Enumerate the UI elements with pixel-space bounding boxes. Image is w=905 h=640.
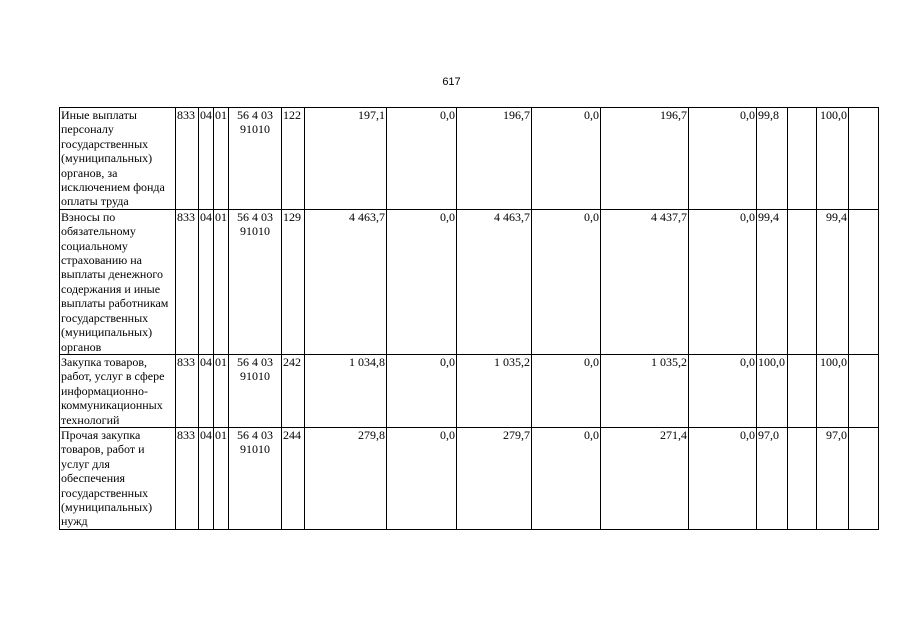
target-article-cell: 56 4 03 91010	[229, 108, 282, 210]
percent-cell-4	[849, 209, 879, 354]
subsection-code-cell: 01	[214, 108, 229, 210]
section-code-cell: 04	[199, 354, 214, 427]
subsection-code-cell: 01	[214, 209, 229, 354]
page-number	[0, 76, 905, 88]
grbs-code-cell: 833	[176, 108, 199, 210]
amount-cell-2: 0,0	[387, 427, 457, 529]
amount-cell-1: 1 034,8	[305, 354, 387, 427]
percent-cell-4	[849, 427, 879, 529]
table-row	[60, 209, 879, 354]
subsection-code-cell: 01	[214, 427, 229, 529]
percent-cell-4	[849, 354, 879, 427]
amount-cell-5: 196,7	[601, 108, 689, 210]
amount-cell-3: 1 035,2	[457, 354, 532, 427]
percent-cell-1: 97,0	[757, 427, 788, 529]
expense-name-cell: Иные выплаты персоналу государственных (муниципальных) органов, за исключением фонда оплаты труда	[60, 108, 176, 210]
table-row	[60, 354, 879, 427]
amount-cell-6: 0,0	[689, 108, 757, 210]
target-article-cell: 56 4 03 91010	[229, 427, 282, 529]
expense-name-cell: Взносы по обязательному социальному страхованию на выплаты денежного содержания и иные выплаты работникам государственных (муниципальных) органов	[60, 209, 176, 354]
percent-cell-3: 99,4	[817, 209, 849, 354]
amount-cell-4: 0,0	[532, 427, 601, 529]
expense-type-cell: 122	[282, 108, 305, 210]
percent-cell-1: 100,0	[757, 354, 788, 427]
table-row	[60, 427, 879, 529]
page-number-text: 617	[442, 76, 461, 88]
amount-cell-6: 0,0	[689, 209, 757, 354]
amount-cell-3: 196,7	[457, 108, 532, 210]
amount-cell-5: 1 035,2	[601, 354, 689, 427]
budget-table	[59, 107, 879, 530]
section-code-cell: 04	[199, 209, 214, 354]
amount-cell-2: 0,0	[387, 209, 457, 354]
amount-cell-4: 0,0	[532, 108, 601, 210]
expense-type-cell: 242	[282, 354, 305, 427]
expense-name-cell: Закупка товаров, работ, услуг в сфере информационно-коммуникационных технологий	[60, 354, 176, 427]
expense-type-cell: 244	[282, 427, 305, 529]
table-row	[60, 108, 879, 210]
expense-name-cell: Прочая закупка товаров, работ и услуг для обеспечения государственных (муниципальных) нужд	[60, 427, 176, 529]
amount-cell-1: 197,1	[305, 108, 387, 210]
section-code-cell: 04	[199, 108, 214, 210]
amount-cell-3: 4 463,7	[457, 209, 532, 354]
percent-cell-2	[788, 108, 817, 210]
amount-cell-5: 271,4	[601, 427, 689, 529]
percent-cell-3: 100,0	[817, 354, 849, 427]
percent-cell-2	[788, 354, 817, 427]
percent-cell-3: 100,0	[817, 108, 849, 210]
amount-cell-5: 4 437,7	[601, 209, 689, 354]
percent-cell-2	[788, 209, 817, 354]
percent-cell-3: 97,0	[817, 427, 849, 529]
subsection-code-cell: 01	[214, 354, 229, 427]
percent-cell-1: 99,4	[757, 209, 788, 354]
amount-cell-3: 279,7	[457, 427, 532, 529]
amount-cell-4: 0,0	[532, 354, 601, 427]
percent-cell-2	[788, 427, 817, 529]
amount-cell-2: 0,0	[387, 354, 457, 427]
amount-cell-6: 0,0	[689, 354, 757, 427]
amount-cell-2: 0,0	[387, 108, 457, 210]
amount-cell-6: 0,0	[689, 427, 757, 529]
target-article-cell: 56 4 03 91010	[229, 354, 282, 427]
amount-cell-1: 279,8	[305, 427, 387, 529]
expense-type-cell: 129	[282, 209, 305, 354]
amount-cell-1: 4 463,7	[305, 209, 387, 354]
grbs-code-cell: 833	[176, 427, 199, 529]
table-body	[60, 108, 879, 530]
percent-cell-1: 99,8	[757, 108, 788, 210]
amount-cell-4: 0,0	[532, 209, 601, 354]
grbs-code-cell: 833	[176, 209, 199, 354]
section-code-cell: 04	[199, 427, 214, 529]
grbs-code-cell: 833	[176, 354, 199, 427]
percent-cell-4	[849, 108, 879, 210]
target-article-cell: 56 4 03 91010	[229, 209, 282, 354]
